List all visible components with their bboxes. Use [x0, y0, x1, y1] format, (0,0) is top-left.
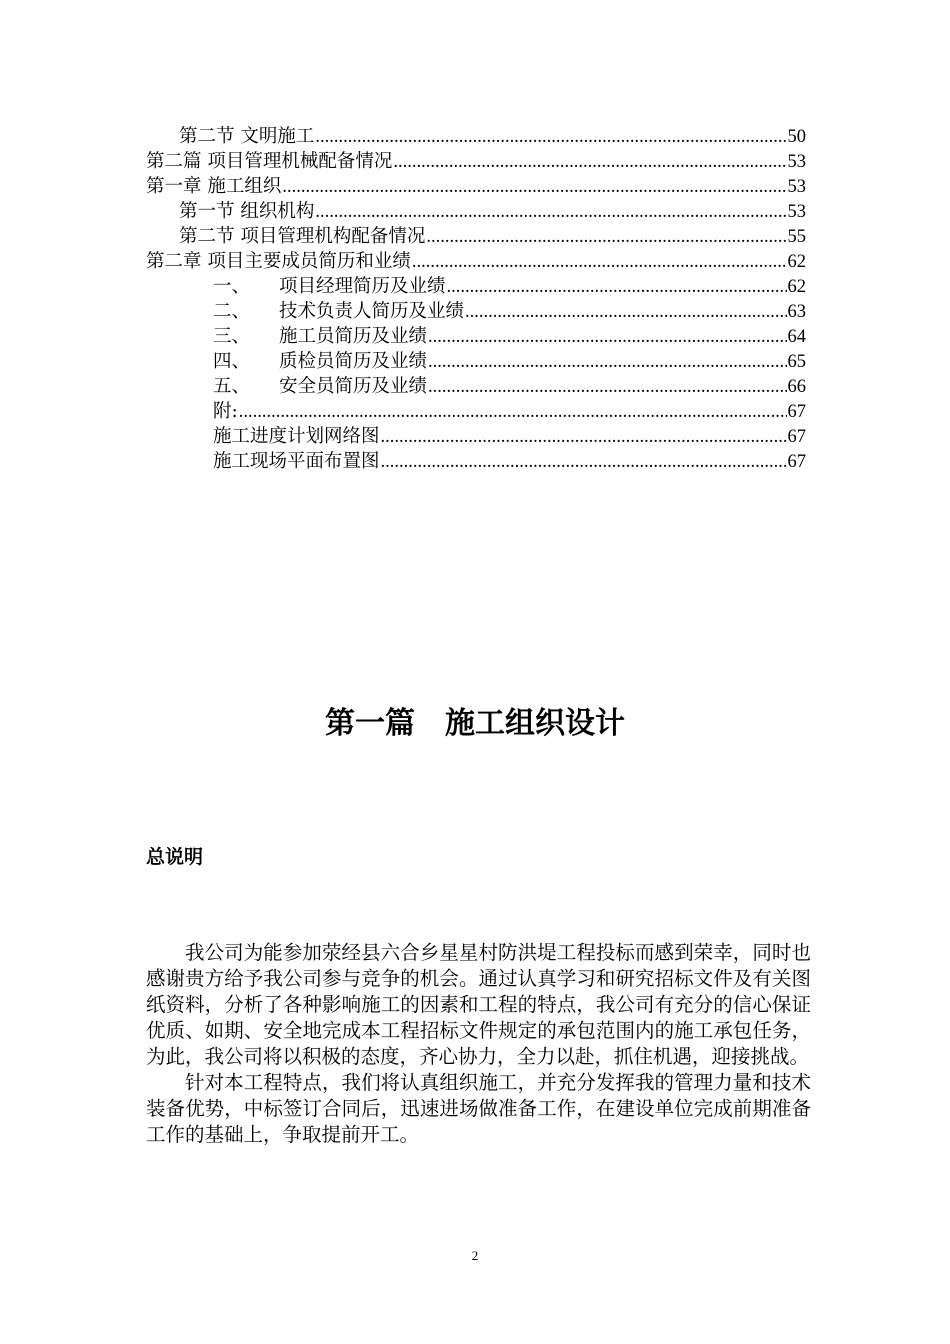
toc-dot-leader: [381, 425, 787, 450]
toc-entry-number: 一、: [213, 276, 251, 297]
toc-entry-page: 50: [787, 127, 806, 147]
toc-entry-title: 第二节 文明施工: [179, 126, 315, 147]
toc-entry-number: 五、: [213, 376, 251, 397]
body-paragraph: 针对本工程特点，我们将认真组织施工，并充分发挥我的管理力量和技术装备优势，中标签订合同后，迅速进场做准备工作，在建设单位完成前期准备工作的基础上，争取提前开工。: [146, 1071, 811, 1146]
toc-entry-title: 第二章 项目主要成员简历和业绩: [146, 251, 411, 272]
toc-dot-leader: [282, 175, 786, 200]
toc-dot-leader: [315, 125, 786, 150]
toc-entry[interactable]: [146, 199, 806, 224]
toc-entry-title: 施工现场平面布置图: [213, 451, 380, 472]
toc-entry-page: 66: [787, 377, 806, 397]
toc-entry-page: 63: [787, 302, 806, 322]
toc-entry-title: 安全员简历及业绩: [279, 376, 428, 397]
toc-entry-title: 第二节 项目管理机构配备情况: [179, 226, 426, 247]
toc-entry-number: 四、: [213, 351, 251, 372]
toc-entry[interactable]: [146, 399, 806, 424]
toc-entry[interactable]: [146, 324, 806, 349]
toc-entry-number: 三、: [213, 326, 251, 347]
toc-dot-leader: [447, 275, 787, 300]
toc-entry[interactable]: [146, 124, 806, 149]
part-title-name: 施工组织设计: [445, 706, 625, 741]
toc-entry[interactable]: [146, 224, 806, 249]
toc-entry-title: 施工员简历及业绩: [279, 326, 428, 347]
toc-dot-leader: [465, 300, 786, 325]
toc-entry[interactable]: [146, 249, 806, 274]
toc-entry-page: 67: [787, 427, 806, 447]
section-heading: 总说明: [146, 846, 204, 868]
toc-dot-leader: [239, 400, 787, 425]
toc-dot-leader: [428, 375, 786, 400]
toc-entry-page: 67: [787, 402, 806, 422]
toc-entry[interactable]: [146, 174, 806, 199]
toc-entry-page: 67: [787, 452, 806, 472]
toc-entry-page: 53: [787, 202, 806, 222]
toc-entry-title: 第一章 施工组织: [146, 176, 282, 197]
toc-entry-title: 附:: [213, 401, 238, 422]
toc-dot-leader: [426, 225, 786, 250]
part-title: [0, 702, 950, 746]
toc-entry[interactable]: [146, 274, 806, 299]
toc-entry[interactable]: [146, 349, 806, 374]
toc-dot-leader: [315, 200, 786, 225]
toc-entry[interactable]: [146, 149, 806, 174]
toc-entry-page: 53: [787, 177, 806, 197]
toc-dot-leader: [428, 350, 786, 375]
toc-entry-page: 55: [787, 227, 806, 247]
toc-dot-leader: [381, 450, 787, 475]
toc-entry-page: 53: [787, 152, 806, 172]
toc-entry[interactable]: [146, 424, 806, 449]
toc-entry-page: 62: [787, 252, 806, 272]
toc-entry-title: 技术负责人简历及业绩: [279, 301, 465, 322]
part-title-number: 第一篇: [325, 706, 415, 741]
toc-entry[interactable]: [146, 374, 806, 399]
page-number: 2: [471, 1248, 479, 1263]
toc-entry-title: 第二篇 项目管理机械配备情况: [146, 151, 393, 172]
table-of-contents: [146, 124, 806, 474]
toc-entry-number: 二、: [213, 301, 251, 322]
toc-dot-leader: [412, 250, 787, 275]
toc-entry-title: 项目经理简历及业绩: [279, 276, 446, 297]
toc-dot-leader: [393, 150, 786, 175]
toc-entry-page: 65: [787, 352, 806, 372]
toc-entry-title: 施工进度计划网络图: [213, 426, 380, 447]
toc-entry-page: 62: [787, 277, 806, 297]
toc-entry[interactable]: [146, 449, 806, 474]
body-text: [146, 940, 811, 1148]
toc-entry[interactable]: [146, 299, 806, 324]
toc-entry-page: 64: [787, 327, 806, 347]
toc-entry-title: 第一节 组织机构: [179, 201, 315, 222]
body-paragraph: 我公司为能参加荥经县六合乡星星村防洪堤工程投标而感到荣幸，同时也感谢贵方给予我公司参与竞争的机会。通过认真学习和研究招标文件及有关图纸资料，分析了各种影响施工的因素和工程的特点，我公司有充分的信心保证优质、如期、安全地完成本工程招标文件规定的承包范围内的施工承包任务，为此，我公司将以积极的态度，齐心协力，全力以赴，抓住机遇，迎接挑战。: [146, 941, 811, 1068]
toc-entry-title: 质检员简历及业绩: [279, 351, 428, 372]
toc-dot-leader: [428, 325, 786, 350]
